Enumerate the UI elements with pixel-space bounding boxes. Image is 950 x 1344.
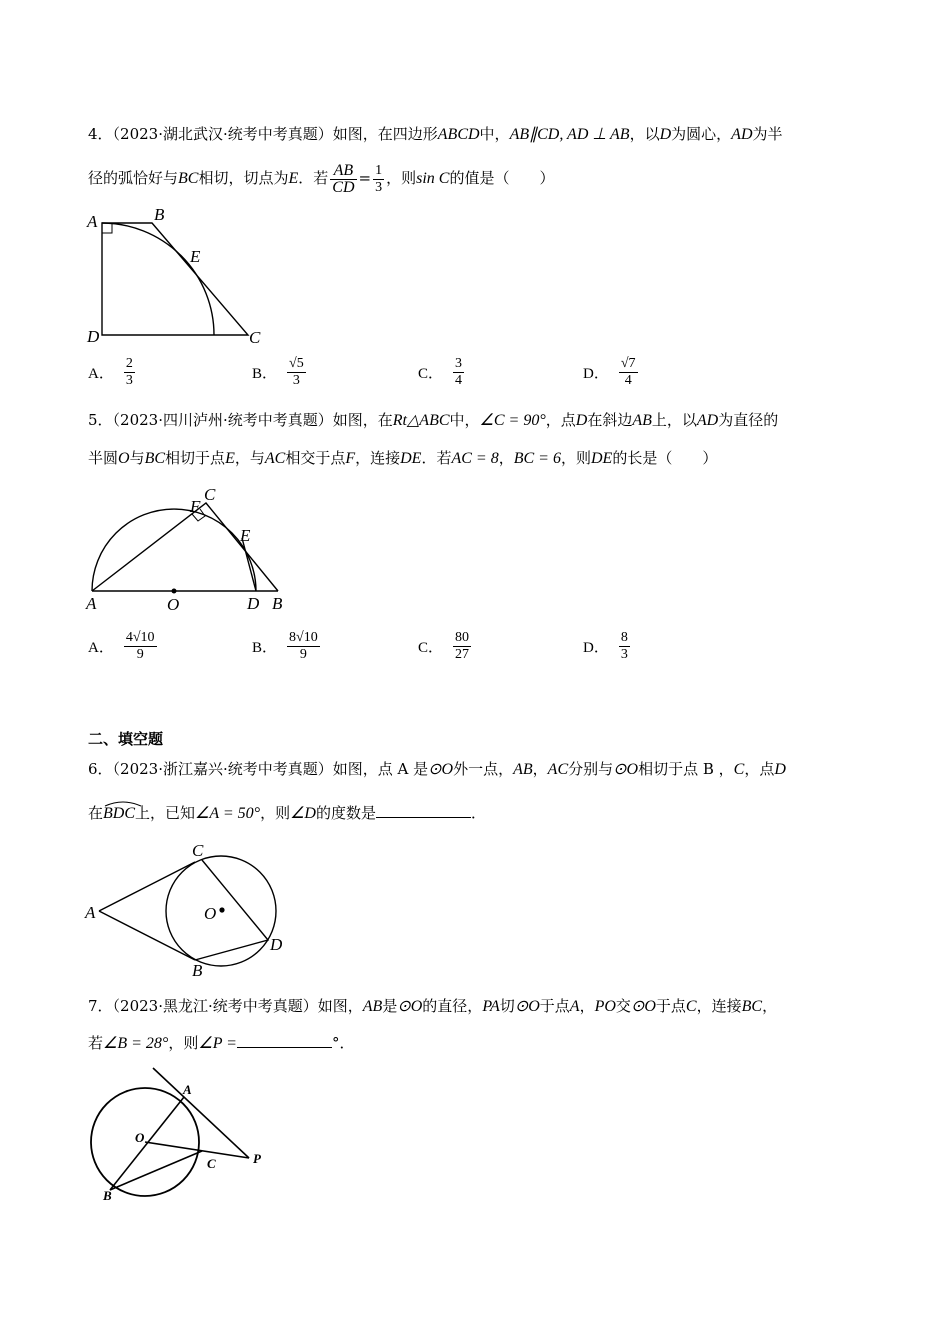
q4-sinc: sin C bbox=[416, 170, 450, 187]
q7-line1: 7．（2023·黑龙江·统考中考真题）如图，AB是⊙O的直径，PA切⊙O于点A，PO交⊙O于点C，连接BC， bbox=[88, 997, 778, 1015]
label-O: O bbox=[135, 1130, 145, 1145]
q4-option-b[interactable]: B． $\frac{√5}{3}$ bbox=[252, 356, 304, 388]
q5-option-a[interactable]: A． $\frac{4√10}{9}$ bbox=[88, 630, 155, 662]
q6-center-dot bbox=[219, 907, 224, 912]
q4-text: 的值是（ ） bbox=[449, 169, 555, 187]
q7-diameter-AB bbox=[110, 1097, 184, 1190]
q4-line2 bbox=[88, 160, 554, 197]
q4-text: ，则 bbox=[386, 169, 417, 187]
q4-quadrilateral bbox=[102, 223, 248, 335]
q4-segment: BC bbox=[178, 170, 199, 187]
q5-semicircle bbox=[92, 509, 256, 591]
q4-text: 为半 bbox=[752, 125, 783, 143]
label-C: C bbox=[204, 485, 216, 504]
q6-figure bbox=[82, 838, 302, 978]
label-O: O bbox=[167, 595, 180, 614]
label-E: E bbox=[190, 247, 201, 266]
label-E: E bbox=[240, 526, 251, 545]
q4-ratio-value: $\frac{1}{3}$ bbox=[375, 162, 383, 195]
q6-line1: 6．（2023·浙江嘉兴·统考中考真题）如图，点 A 是⊙O外一点，AB，AC分别与⊙O相切于点 B ，C，点D bbox=[88, 760, 786, 778]
label-D: D bbox=[87, 327, 100, 346]
q5-center-dot bbox=[172, 589, 177, 594]
label-D: D bbox=[270, 935, 283, 954]
q4-option-a[interactable]: A． $\frac{2}{3}$ bbox=[88, 356, 133, 388]
label-C: C bbox=[249, 328, 261, 347]
q4-point: D bbox=[659, 126, 672, 143]
label-C: C bbox=[207, 1156, 216, 1171]
q6-arc-BDC: BDC bbox=[103, 804, 135, 824]
q4-option-c[interactable]: C． $\frac{3}{4}$ bbox=[418, 356, 463, 388]
q4-text: ．若 bbox=[298, 169, 329, 187]
label-C: C bbox=[192, 841, 204, 860]
label-A: A bbox=[86, 594, 97, 613]
q4-segment: AD bbox=[731, 126, 753, 143]
label-B: B bbox=[192, 961, 203, 980]
label-F: F bbox=[190, 497, 201, 516]
q4-arc bbox=[102, 223, 214, 335]
q4-text: 径的弧恰好与 bbox=[88, 169, 179, 187]
q4-text: 中， bbox=[479, 125, 510, 143]
q5-option-d[interactable]: D． $\frac{8}{3}$ bbox=[583, 630, 628, 662]
q5-segment-DE bbox=[242, 538, 256, 591]
q6-answer-blank[interactable] bbox=[376, 803, 471, 818]
q7-segment-BC bbox=[110, 1151, 202, 1190]
q4-point: E bbox=[288, 170, 299, 187]
q5-triangle bbox=[92, 503, 278, 591]
q4-text: 相切，切点为 bbox=[198, 169, 289, 187]
label-P: P bbox=[253, 1151, 261, 1166]
label-A: A bbox=[87, 212, 98, 231]
q4-quad: ABCD bbox=[437, 126, 480, 143]
q4-text: 4．（2023·湖北武汉·统考中考真题）如图，在四边形 bbox=[88, 125, 438, 143]
equals-sign: = bbox=[358, 169, 372, 187]
label-A: A bbox=[183, 1082, 192, 1097]
q7-line2: 若∠B = 28°，则∠P = °． bbox=[88, 1034, 355, 1052]
label-D: D bbox=[247, 594, 260, 613]
section-heading: 二、填空题 bbox=[88, 730, 164, 748]
right-angle-mark bbox=[102, 223, 112, 233]
q7-tangent-PA bbox=[153, 1068, 249, 1158]
q6-line2: 在 BDC上，已知∠A = 50°，则∠D的度数是 ． bbox=[88, 804, 487, 822]
q7-figure bbox=[85, 1068, 285, 1208]
q5-option-b[interactable]: B． $\frac{8√10}{9}$ bbox=[252, 630, 318, 662]
q4-condition: AB∥CD, AD ⊥ AB bbox=[509, 126, 630, 143]
q6-tangents bbox=[99, 862, 195, 960]
label-B: B bbox=[103, 1188, 112, 1203]
label-B: B bbox=[272, 594, 283, 613]
q4-option-d[interactable]: D． $\frac{√7}{4}$ bbox=[583, 356, 636, 388]
label-O: O bbox=[204, 904, 217, 923]
q5-figure bbox=[82, 485, 302, 615]
q4-ratio: $\frac{AB}{CD}$ bbox=[332, 161, 355, 196]
q4-text: ，以 bbox=[629, 125, 660, 143]
q4-text: 为圆心， bbox=[671, 125, 732, 143]
q4-line1 bbox=[88, 124, 783, 145]
label-B: B bbox=[154, 205, 165, 224]
q5-line2: 半圆O与BC相切于点E，与AC相交于点F，连接DE．若AC = 8，BC = 6，则DE的长是（ ） bbox=[88, 449, 718, 467]
q4-figure bbox=[82, 205, 282, 345]
q5-option-c[interactable]: C． $\frac{80}{27}$ bbox=[418, 630, 470, 662]
q5-line1: 5．（2023·四川泸州·统考中考真题）如图，在Rt△ABC中，∠C = 90°，点D在斜边AB上，以AD为直径的 bbox=[88, 411, 779, 429]
q7-answer-blank[interactable] bbox=[237, 1033, 332, 1048]
label-A: A bbox=[85, 903, 96, 922]
